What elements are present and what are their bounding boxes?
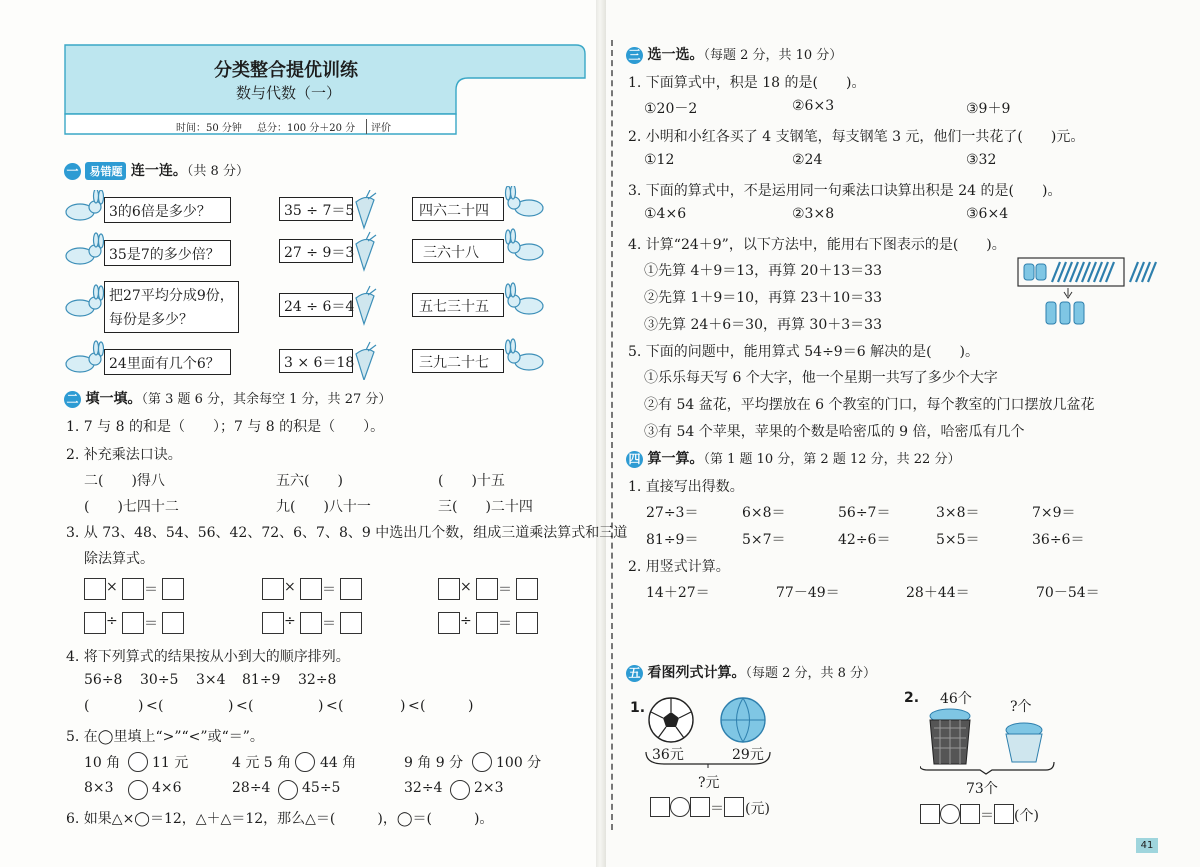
answer-box[interactable] <box>920 804 940 824</box>
expression: 3×4 <box>196 672 226 688</box>
compare-circle[interactable] <box>450 780 470 800</box>
question-2-4: 4. 将下列算式的结果按从小到大的顺序排列。 <box>66 649 350 665</box>
section-3-heading <box>626 44 842 64</box>
expression: 81÷9 <box>242 672 281 688</box>
oral-calc[interactable]: 81÷9＝ <box>646 532 699 548</box>
option[interactable]: ③6×4 <box>966 206 1009 222</box>
question-card[interactable]: 3的6倍是多少？ <box>104 197 231 223</box>
bundle-sticks-illustration <box>1016 256 1158 330</box>
answer-box[interactable] <box>476 578 498 600</box>
compare-circle[interactable] <box>295 752 315 772</box>
answer-box[interactable] <box>690 797 710 817</box>
problem-number: 2. <box>904 690 920 706</box>
question-4-2: 2. 用竖式计算。 <box>628 559 730 575</box>
total-label: 73个 <box>966 781 998 797</box>
question-2-2: 2. 补充乘法口诀。 <box>66 447 182 463</box>
oral-calc[interactable]: 36÷6＝ <box>1032 532 1085 548</box>
question-4-1: 1. 直接写出得数。 <box>628 479 744 495</box>
column-divider <box>611 40 613 830</box>
unit-label: (个) <box>1014 808 1039 824</box>
operator-circle[interactable] <box>940 804 960 824</box>
section-number: 四 <box>626 451 643 468</box>
chant-blank[interactable]: ( )七四十二 <box>84 499 179 515</box>
oral-calc[interactable]: 5×5＝ <box>936 532 980 548</box>
section-title: 算一算。 <box>647 451 704 467</box>
option[interactable]: ③32 <box>966 152 997 168</box>
question-3-5: 5. 下面的问题中，能用算式 54÷9＝6 解决的是( )。 <box>628 344 979 360</box>
oral-calc[interactable]: 42÷6＝ <box>838 532 891 548</box>
section-4-heading <box>626 448 960 468</box>
chant-blank[interactable]: ( )十五 <box>438 473 505 489</box>
chant-blank[interactable]: 三( )二十四 <box>438 499 533 515</box>
section-1-heading <box>64 160 249 180</box>
compare-circle[interactable] <box>278 780 298 800</box>
problem-number: 1. <box>630 700 646 716</box>
answer-box[interactable] <box>84 578 106 600</box>
vertical-calc[interactable]: 14＋27＝ <box>646 585 710 601</box>
expression: 30÷5 <box>140 672 179 688</box>
option[interactable]: ②6×3 <box>792 98 835 114</box>
answer-box[interactable] <box>438 578 460 600</box>
count-label: 46个 <box>940 691 972 707</box>
question-3-2: 2. 小明和小红各买了 4 支钢笔，每支钢笔 3 元，他们一共花了( )元。 <box>628 129 1085 145</box>
rating-label: 评价 <box>366 119 391 134</box>
answer-box[interactable] <box>162 612 184 634</box>
title-banner <box>64 44 586 136</box>
oral-calc[interactable]: 5×7＝ <box>742 532 786 548</box>
oral-calc[interactable]: 3×8＝ <box>936 505 980 521</box>
oral-calc[interactable]: 27÷3＝ <box>646 505 699 521</box>
answer-box[interactable] <box>724 797 744 817</box>
chant-blank[interactable]: 五六( ) <box>276 473 343 489</box>
section-number: 三 <box>626 47 643 64</box>
compare-circle[interactable] <box>472 752 492 772</box>
answer-box[interactable] <box>262 578 284 600</box>
chant-card[interactable]: 四六二十四 <box>412 197 504 221</box>
answer-box[interactable] <box>650 797 670 817</box>
option[interactable]: ②24 <box>792 152 823 168</box>
section-points: （第 3 题 6 分，其余每空 1 分，共 27 分） <box>141 392 392 407</box>
question-3-4: 4. 计算“24＋9”，以下方法中，能用右下图表示的是( )。 <box>628 237 1006 253</box>
vertical-calc[interactable]: 77－49＝ <box>776 585 840 601</box>
question-2-3-cont: 除法算式。 <box>84 551 154 567</box>
oral-calc[interactable]: 7×9＝ <box>1032 505 1076 521</box>
answer-box[interactable] <box>340 578 362 600</box>
answer-box[interactable] <box>516 612 538 634</box>
operator-circle[interactable] <box>670 797 690 817</box>
section-points: （每题 2 分，共 8 分） <box>745 666 877 681</box>
section-title: 选一选。 <box>647 47 704 63</box>
answer-box[interactable] <box>960 804 980 824</box>
section-number: 一 <box>64 163 81 180</box>
question-2-5: 5. 在◯里填上“>”“<”或“＝”。 <box>66 729 264 745</box>
question-3-3: 3. 下面的算式中，不是运用同一句乘法口诀算出积是 24 的是( )。 <box>628 183 1062 199</box>
section-points: （每题 2 分，共 10 分） <box>703 48 843 63</box>
section-number: 五 <box>626 665 643 682</box>
error-prone-tag: 易错题 <box>85 162 126 180</box>
chant-card[interactable]: 三九二十七 <box>412 349 504 373</box>
answer-box[interactable] <box>300 578 322 600</box>
carrot-icons <box>352 190 380 380</box>
answer-box[interactable] <box>122 578 144 600</box>
equation-card[interactable]: 27 ÷ 9＝3 <box>279 239 353 263</box>
section-title: 连一连。 <box>130 163 187 179</box>
answer-box[interactable] <box>122 612 144 634</box>
option[interactable]: ①12 <box>644 152 675 168</box>
oral-calc[interactable]: 6×8＝ <box>742 505 786 521</box>
unit-label: (元) <box>745 801 770 817</box>
option[interactable]: ③9＋9 <box>966 101 1011 117</box>
chant-blank[interactable]: 二( )得八 <box>84 473 165 489</box>
oral-calc[interactable]: 56÷7＝ <box>838 505 891 521</box>
answer-box[interactable] <box>516 578 538 600</box>
question-card[interactable]: 24里面有几个6？ <box>104 349 231 375</box>
rabbit-icons-left <box>64 190 104 380</box>
compare-circle[interactable] <box>128 780 148 800</box>
option[interactable]: ①20－2 <box>644 101 698 117</box>
vertical-calc[interactable]: 70－54＝ <box>1036 585 1100 601</box>
section-title: 填一填。 <box>85 391 142 407</box>
equation-card[interactable]: 35 ÷ 7＝5 <box>279 197 353 221</box>
answer-box[interactable] <box>84 612 106 634</box>
option[interactable]: ①乐乐每天写 6 个大字，他一个星期一共写了多少个大字 <box>644 370 998 386</box>
score-label: 总分：100 分＋20 分 <box>257 123 356 134</box>
count-label: ?个 <box>1010 699 1032 715</box>
equation-card[interactable]: 24 ÷ 6＝4 <box>279 293 353 317</box>
question-3-1: 1. 下面算式中，积是 18 的是( )。 <box>628 75 866 91</box>
answer-box[interactable] <box>340 612 362 634</box>
option[interactable]: ②先算 1＋9＝10，再算 23＋10＝33 <box>644 290 882 306</box>
question-card[interactable]: 把27平均分成9份， 每份是多少？ <box>104 281 239 333</box>
page-subtitle: 数与代数（一） <box>236 84 342 102</box>
price-label: 29元 <box>732 747 764 763</box>
page-title: 分类整合提优训练 <box>214 60 358 81</box>
price-label: 36元 <box>652 747 684 763</box>
answer-box[interactable] <box>162 578 184 600</box>
question-card[interactable]: 35是7的多少倍？ <box>104 240 231 266</box>
chant-card[interactable]: 三六十八 <box>412 239 504 263</box>
section-points: （共 8 分） <box>186 164 249 179</box>
option[interactable]: ①4×6 <box>644 206 687 222</box>
baskets-illustration <box>920 706 1060 776</box>
book-fold <box>596 0 606 867</box>
section-5-heading <box>626 662 876 682</box>
option[interactable]: ②有 54 盆花，平均摆放在 6 个教室的门口，每个教室的门口摆放几盆花 <box>644 397 1095 413</box>
answer-box[interactable] <box>262 612 284 634</box>
answer-box[interactable] <box>476 612 498 634</box>
time-label: 时间：50 分钟 <box>176 123 242 134</box>
option[interactable]: ①先算 4＋9＝13，再算 20＋13＝33 <box>644 263 882 279</box>
option[interactable]: ③有 54 个苹果，苹果的个数是哈密瓜的 9 倍，哈密瓜有几个 <box>644 424 1025 440</box>
expression: 56÷8 <box>84 672 123 688</box>
question-2-6: 6. 如果△×◯＝12，△＋△＝12，那么△＝( )，◯＝( )。 <box>66 811 494 827</box>
section-points: （第 1 题 10 分，第 2 题 12 分，共 22 分） <box>703 452 961 467</box>
chant-card[interactable]: 五七三十五 <box>412 293 504 317</box>
vertical-calc[interactable]: 28＋44＝ <box>906 585 970 601</box>
total-label: ?元 <box>698 775 720 791</box>
question-2-1: 1. 7 与 8 的和是（ ）；7 与 8 的积是（ ）。 <box>66 419 385 435</box>
equation-card[interactable]: 3 × 6＝18 <box>279 349 353 373</box>
page-number: 41 <box>1136 838 1158 853</box>
answer-box[interactable] <box>300 612 322 634</box>
section-title: 看图列式计算。 <box>647 665 746 681</box>
question-2-3: 3. 从 73、48、54、56、42、72、6、7、8、9 中选出几个数，组成三道乘法算式和三道 <box>66 525 628 541</box>
option[interactable]: ②3×8 <box>792 206 835 222</box>
answer-box[interactable] <box>994 804 1014 824</box>
compare-circle[interactable] <box>128 752 148 772</box>
expression: 32÷8 <box>298 672 337 688</box>
section-2-heading <box>64 388 391 408</box>
rabbit-icons-right <box>503 186 545 376</box>
answer-box[interactable] <box>438 612 460 634</box>
chant-blank[interactable]: 九( )八十一 <box>276 499 371 515</box>
section-number: 二 <box>64 391 81 408</box>
option[interactable]: ③先算 24＋6＝30，再算 30＋3＝33 <box>644 317 882 333</box>
